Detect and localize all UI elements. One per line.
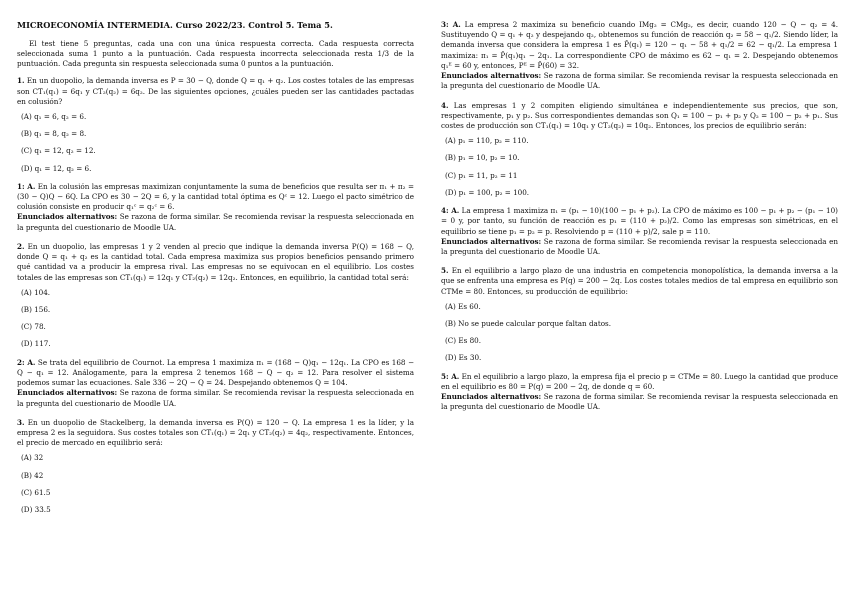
question-number: 3. bbox=[17, 417, 25, 427]
options-4 bbox=[445, 136, 838, 198]
alt-label: Enunciados alternativos: bbox=[17, 388, 118, 398]
option: (D) q₁ = 12, q₂ = 6. bbox=[21, 163, 92, 173]
options-5 bbox=[445, 302, 838, 364]
option: (C) Es 80. bbox=[445, 336, 482, 346]
answer-1 bbox=[17, 182, 414, 233]
alt-text: Se razona de forma similar. Se recomienda revisar la respuesta seleccionada en la pregunta del cuestionario de Moodle UA. bbox=[17, 388, 414, 408]
option: (D) Es 30. bbox=[445, 353, 482, 363]
question-number: 1. bbox=[17, 76, 25, 86]
option: (B) 42 bbox=[21, 470, 44, 480]
option: (D) 117. bbox=[21, 339, 51, 349]
answer-text: La empresa 1 maximiza π₁ = (p₁ − 10)(100 − p₁ + p₂). La CPO de máximo es 100 − p₁ + p₂ − (p₁ − 10) = 0 y, por tanto, su función de reacción es p₁ = (110 + p₂)/2. Como las empresas son simétricas, en el equilibrio se tiene p₁ = p₂ = p. Resolviendo p = (110 + p)/2, sale p = 110. bbox=[441, 206, 838, 236]
answer-5 bbox=[441, 372, 838, 413]
answer-number: 2: A. bbox=[17, 357, 36, 367]
answer-4 bbox=[441, 206, 838, 257]
answer-text: En la colusión las empresas maximizan conjuntamente la suma de beneficios que resulta ser π₁ + π₂ = (30 − Q)Q − 6Q. La CPO es 30 − 2Q = 6, y la cantidad total óptima es Qᶜ = 12. Luego el pacto simétrico de colusión consiste en producir q₁ᶜ = q₂ᶜ = 6. bbox=[17, 181, 414, 212]
alt-text: Se razona de forma similar. Se recomienda revisar la respuesta seleccionada en la pregunta del cuestionario de Moodle UA. bbox=[17, 212, 414, 232]
option: (A) Es 60. bbox=[445, 301, 481, 311]
options-3 bbox=[21, 453, 414, 515]
option: (D) p₁ = 100, p₂ = 100. bbox=[445, 187, 530, 197]
option: (C) q₁ = 12, q₂ = 12. bbox=[21, 146, 96, 156]
question-number: 5. bbox=[441, 266, 449, 276]
option: (A) 32 bbox=[21, 453, 44, 463]
answer-number: 1: A. bbox=[17, 181, 36, 191]
page-title: MICROECONOMÍA INTERMEDIA. Curso 2022/23. Control 5. Tema 5. bbox=[17, 20, 333, 30]
option: (C) p₁ = 11, p₂ = 11 bbox=[445, 170, 518, 180]
option: (B) 156. bbox=[21, 305, 51, 315]
option: (C) 61.5 bbox=[21, 487, 51, 497]
question-2 bbox=[17, 242, 414, 283]
question-text: En un duopolio, la demanda inversa es P = 30 − Q, donde Q = q₁ + q₂. Los costes totales de las empresas son CT₁(q₁) = 6q₁ y CT₂(q₂) = 6q₂. De las siguientes opciones, ¿cuáles pueden ser las cantidades pactadas en colusión? bbox=[17, 76, 414, 106]
answer-number: 4: A. bbox=[441, 206, 460, 216]
answer-number: 3: A. bbox=[441, 20, 461, 29]
option: (A) 104. bbox=[21, 287, 51, 297]
option: (B) q₁ = 8, q₂ = 8. bbox=[21, 129, 87, 139]
answer-3 bbox=[441, 20, 838, 92]
alt-text: Se razona de forma similar. Se recomienda revisar la respuesta seleccionada en la pregunta del cuestionario de Moodle UA. bbox=[441, 71, 838, 91]
alt-label: Enunciados alternativos: bbox=[441, 392, 542, 402]
question-text: En el equilibrio a largo plazo de una industria en competencia monopolística, la demanda inversa a la que se enfrenta una empresa es P(q) = 200 − 2q. Los costes totales medios de tal empresa en equilibrio son CTMe = 80. Entonces, su producción de equilibrio: bbox=[441, 266, 838, 296]
option: (D) 33.5 bbox=[21, 505, 51, 515]
option: (C) 78. bbox=[21, 322, 46, 332]
options-2 bbox=[21, 288, 414, 350]
question-text: Las empresas 1 y 2 compiten eligiendo simultánea e independientemente sus precios, que son, respectivamente, p₁ y p₂. Sus correspondientes demandas son Q₁ = 100 − p₁ + p₂ y Q₂ = 100 − p₂ + p₁. Sus costes de producción son CT₁(q₁) = 10q₁ y CT₂(q₂) = 10q₂. Entonces, los precios de equilibrio serán: bbox=[441, 100, 839, 130]
answer-2 bbox=[17, 358, 414, 409]
question-3 bbox=[17, 418, 414, 449]
alt-label: Enunciados alternativos: bbox=[441, 71, 542, 81]
answer-number: 5: A. bbox=[441, 371, 460, 381]
question-text: En un duopolio de Stackelberg, la demanda inversa es P(Q) = 120 − Q. La empresa 1 es la líder, y la empresa 2 es la seguidora. Sus costes totales son CT₁(q₁) = 2q₁ y CT₂(q₂) = 4q₂, respectivamente. Entonces, el precio de mercado en equilibrio será: bbox=[17, 417, 414, 448]
option: (B) No se puede calcular porque faltan datos. bbox=[445, 319, 612, 329]
options-1 bbox=[21, 112, 414, 174]
option: (B) p₁ = 10, p₂ = 10. bbox=[445, 153, 520, 163]
option: (A) p₁ = 110, p₂ = 110. bbox=[445, 136, 529, 146]
alt-text: Se razona de forma similar. Se recomienda revisar la respuesta seleccionada en la pregunta del cuestionario de Moodle UA. bbox=[441, 392, 838, 412]
alt-label: Enunciados alternativos: bbox=[17, 212, 118, 222]
intro-paragraph: El test tiene 5 preguntas, cada una con una única respuesta correcta. Cada respuesta correcta seleccionada suma 1 punto a la puntuación. Cada respuesta incorrecta seleccionada resta 1/3 de la puntuación. Cada pregunta sin respuesta seleccionada suma 0 puntos a la puntuación. bbox=[17, 38, 414, 69]
question-1 bbox=[17, 76, 414, 107]
question-4 bbox=[441, 101, 838, 132]
alt-label: Enunciados alternativos: bbox=[441, 236, 542, 246]
question-text: En un duopolio, las empresas 1 y 2 venden al precio que indique la demanda inversa P(Q) = 168 − Q, donde Q = q₁ + q₂ es la cantidad total. Cada empresa maximiza sus propios beneficios pensando primero qué cantidad va a producir la empresa rival. Las empresas no se equivocan en el equilibrio. Los costes totales de las empresas son CT₁(q₁) = 12q₁ y CT₂(q₂) = 12q₂. Entonces, en equilibrio, la cantidad total será: bbox=[17, 241, 414, 282]
left-column bbox=[17, 20, 414, 523]
answer-text: Se trata del equilibrio de Cournot. La empresa 1 maximiza π₁ = (168 − Q)q₁ − 12q₁. La CPO es 168 − Q − q₁ = 12. Análogamente, para la empresa 2 tenemos 168 − Q − q₂ = 12. Para resolver el sistema podemos sumar las ecuaciones. Sale 336 − 2Q − Q = 24. Despejando obtenemos Q = 104. bbox=[17, 357, 414, 388]
question-number: 2. bbox=[17, 241, 25, 251]
alt-text: Se razona de forma similar. Se recomienda revisar la respuesta seleccionada en la pregunta del cuestionario de Moodle UA. bbox=[441, 236, 838, 256]
answer-text: En el equilibrio a largo plazo, la empresa fija el precio p = CTMe = 80. Luego la cantidad que produce en el equilibrio es 80 = P(q) = 200 − 2q, de donde q = 60. bbox=[441, 371, 838, 391]
right-column bbox=[441, 20, 838, 422]
question-number: 4. bbox=[441, 100, 449, 110]
option: (A) q₁ = 6, q₂ = 6. bbox=[21, 111, 87, 121]
question-5 bbox=[441, 266, 838, 297]
answer-text: La empresa 2 maximiza su beneficio cuando IMg₂ = CMg₂, es decir, cuando 120 − Q − q₂ = 4. Sustituyendo Q = q₁ + q₂ y despejando q₂, obtenemos su función de reacción q₂ = 58 − q₁/2. Siendo líder, la demanda inversa que considera la empresa 1 es P̂(q₁) = 120 − q₁ − 58 + q₁/2 = 62 − q₁/2. La empresa 1 maximiza: π₁ = P̂(q₁)q₁ − 2q₁. La correspondiente CPO de máximo es 62 − q₁ = 2. Despejando obtenemos q₁ᴱ = 60 y, entonces, Pᴱ = P̂(60) = 32. bbox=[441, 20, 838, 70]
